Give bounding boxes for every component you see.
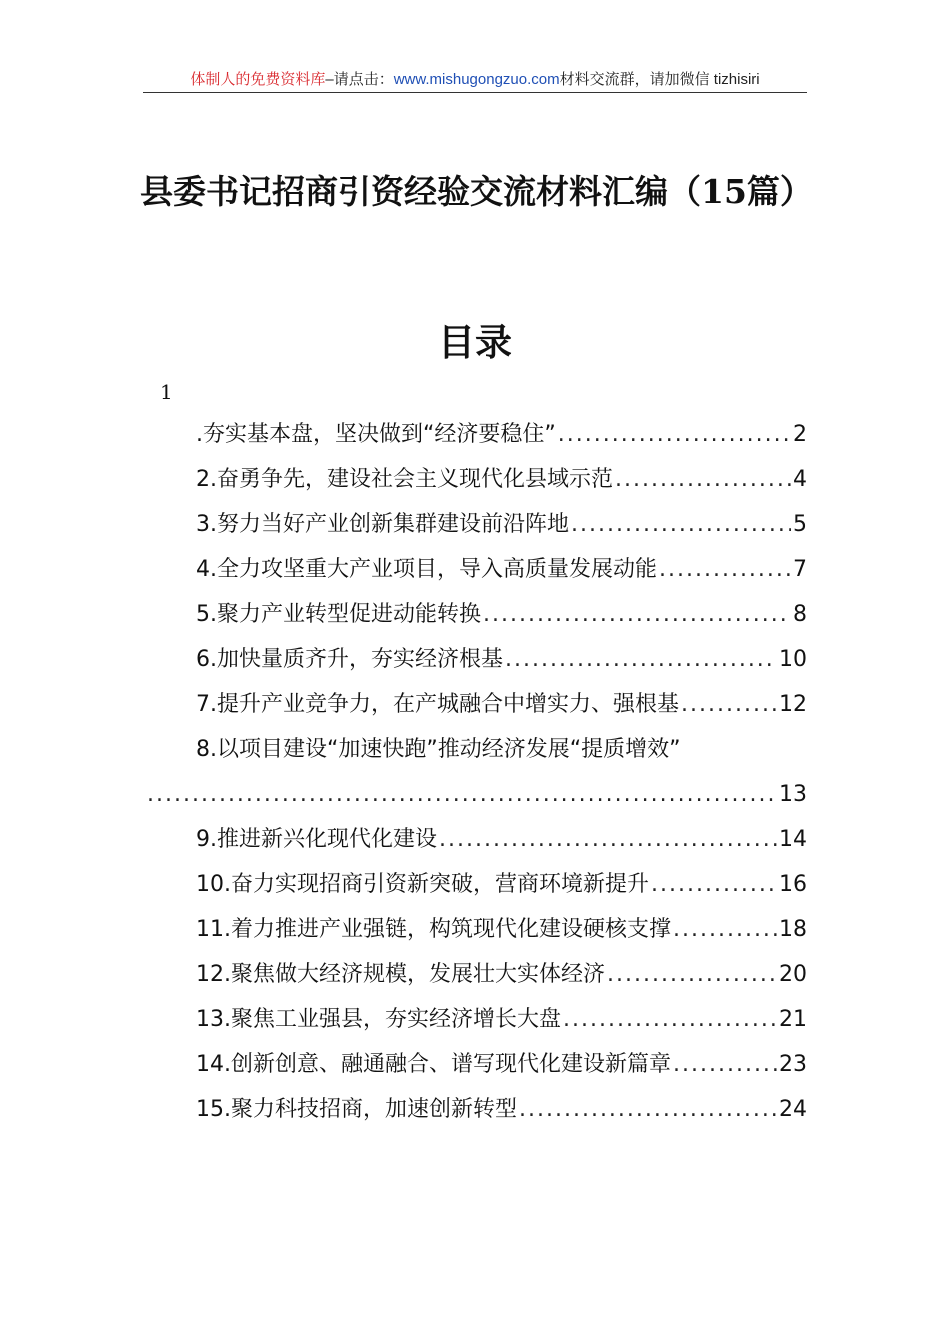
toc-entry[interactable] bbox=[145, 502, 807, 547]
toc-leader bbox=[607, 952, 777, 997]
toc-leader bbox=[519, 1087, 777, 1132]
toc-entry-label: 15.聚力科技招商，加速创新转型 bbox=[196, 1097, 517, 1122]
toc-entry-label: 3.努力当好产业创新集群建设前沿阵地 bbox=[196, 512, 569, 537]
header-note: 材料交流群，请加微信 tizhisiri bbox=[559, 71, 760, 88]
table-of-contents bbox=[145, 412, 807, 1132]
toc-entry-page: 23 bbox=[779, 1052, 807, 1077]
toc-entry[interactable] bbox=[145, 412, 807, 457]
toc-entry-page: 24 bbox=[779, 1097, 807, 1122]
toc-entry-label: 2.奋勇争先，建设社会主义现代化县域示范 bbox=[196, 467, 613, 492]
toc-leader bbox=[558, 412, 791, 457]
toc-entry-page: 16 bbox=[779, 872, 807, 897]
toc-entry-label: .夯实基本盘，坚决做到“经济要稳住” bbox=[196, 422, 556, 447]
toc-entry-page: 12 bbox=[779, 692, 807, 717]
document-title: 县委书记招商引资经验交流材料汇编（15篇） bbox=[140, 172, 813, 211]
header-link[interactable]: www.mishugongzuo.com bbox=[393, 71, 560, 88]
toc-leader bbox=[563, 997, 777, 1042]
toc-leader bbox=[673, 1042, 777, 1087]
toc-entry[interactable] bbox=[145, 1042, 807, 1087]
toc-entry-page: 21 bbox=[779, 1007, 807, 1032]
toc-entry-page: 7 bbox=[793, 557, 807, 582]
toc-entry-page: 8 bbox=[793, 602, 807, 627]
toc-entry-continuation[interactable] bbox=[145, 772, 807, 817]
page-header bbox=[143, 66, 807, 93]
toc-leader bbox=[505, 637, 777, 682]
toc-entry-page: 20 bbox=[779, 962, 807, 987]
toc-heading: 目录 bbox=[438, 320, 512, 364]
toc-entry[interactable] bbox=[145, 952, 807, 997]
toc-leader bbox=[483, 592, 791, 637]
toc-entry-label: 7.提升产业竞争力，在产城融合中增实力、强根基 bbox=[196, 692, 679, 717]
toc-entry-page: 13 bbox=[779, 782, 807, 807]
toc-entry[interactable] bbox=[145, 1087, 807, 1132]
toc-entry-label: 13.聚焦工业强县，夯实经济增长大盘 bbox=[196, 1007, 561, 1032]
toc-leader bbox=[147, 772, 777, 817]
toc-entry-label: 5.聚力产业转型促进动能转换 bbox=[196, 602, 481, 627]
toc-entry[interactable] bbox=[145, 907, 807, 952]
toc-entry-page: 10 bbox=[779, 647, 807, 672]
toc-entry[interactable] bbox=[145, 457, 807, 502]
toc-leader bbox=[681, 682, 777, 727]
toc-entry-page: 4 bbox=[793, 467, 807, 492]
toc-entry[interactable] bbox=[145, 547, 807, 592]
toc-leader bbox=[439, 817, 777, 862]
toc-entry-label: 8.以项目建设“加速快跑”推动经济发展“提质增效” bbox=[196, 737, 681, 762]
toc-entry[interactable] bbox=[145, 727, 807, 772]
toc-entry-label: 11.着力推进产业强链，构筑现代化建设硬核支撑 bbox=[196, 917, 671, 942]
toc-entry-label: 6.加快量质齐升，夯实经济根基 bbox=[196, 647, 503, 672]
toc-entry[interactable] bbox=[145, 592, 807, 637]
toc-entry[interactable] bbox=[145, 817, 807, 862]
toc-entry-page: 2 bbox=[793, 422, 807, 447]
toc-first-number: 1 bbox=[160, 380, 173, 404]
toc-leader bbox=[615, 457, 791, 502]
toc-entry-page: 14 bbox=[779, 827, 807, 852]
toc-entry[interactable] bbox=[145, 637, 807, 682]
toc-leader bbox=[651, 862, 777, 907]
header-prompt: –请点击： bbox=[325, 71, 394, 88]
toc-entry-page: 18 bbox=[779, 917, 807, 942]
toc-entry-page: 5 bbox=[793, 512, 807, 537]
toc-entry[interactable] bbox=[145, 862, 807, 907]
toc-entry-label: 9.推进新兴化现代化建设 bbox=[196, 827, 437, 852]
toc-leader bbox=[571, 502, 791, 547]
toc-entry-label: 4.全力攻坚重大产业项目，导入高质量发展动能 bbox=[196, 557, 657, 582]
toc-entry[interactable] bbox=[145, 682, 807, 727]
toc-entry-label: 10.奋力实现招商引资新突破，营商环境新提升 bbox=[196, 872, 649, 897]
toc-entry-label: 12.聚焦做大经济规模，发展壮大实体经济 bbox=[196, 962, 605, 987]
toc-entry[interactable] bbox=[145, 997, 807, 1042]
toc-leader bbox=[673, 907, 777, 952]
toc-entry-label: 14.创新创意、融通融合、谱写现代化建设新篇章 bbox=[196, 1052, 671, 1077]
header-brand: 体制人的免费资料库 bbox=[190, 71, 326, 88]
toc-leader bbox=[659, 547, 791, 592]
